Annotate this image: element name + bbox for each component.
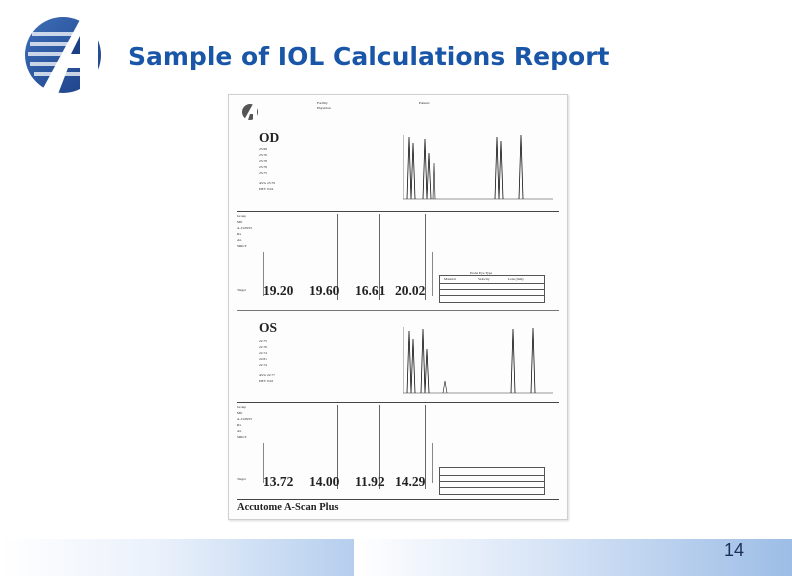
row-label-rx: Rx [237, 232, 242, 236]
row-label-aconst: A-CONST [237, 226, 253, 230]
accutome-logo [22, 14, 104, 96]
od-row-4: 23.78 [259, 165, 267, 169]
od-target-label: Target [237, 288, 246, 292]
os-dev: DEV 0.02 [259, 379, 274, 383]
os-row-label-srkt: SRK/T [237, 435, 247, 439]
os-probe-table [439, 467, 545, 495]
os-avg: AVG 22.77 [259, 373, 275, 377]
page-number: 14 [723, 540, 744, 560]
os-row-4: 22.81 [259, 357, 267, 361]
row-label-mfr: Mfr [237, 220, 243, 224]
od-dev: DEV 0.04 [259, 187, 274, 191]
report-footer-brand: Accutome A-Scan Plus [237, 502, 339, 513]
os-target-3: 11.92 [355, 474, 385, 489]
probe-col-material: Material [444, 277, 456, 281]
os-target-4: 14.29 [395, 474, 426, 489]
os-target-1: 13.72 [263, 474, 294, 489]
od-target-4: 20.02 [395, 283, 426, 298]
od-row-1: 23.98 [259, 147, 267, 151]
physician-label: Physician [317, 106, 331, 110]
od-row-3: 23.78 [259, 159, 267, 163]
os-waveform [403, 325, 553, 397]
os-row-3: 22.74 [259, 351, 267, 355]
od-row-2: 23.76 [259, 153, 267, 157]
os-row-label-al: AL [237, 429, 242, 433]
slide-title: Sample of IOL Calculations Report [128, 42, 610, 71]
patient-label: Patient: [419, 101, 430, 105]
od-waveform [403, 133, 553, 203]
os-target-label: Target [237, 477, 246, 481]
row-label-group: Group [237, 214, 246, 218]
os-target-2: 14.00 [309, 474, 340, 489]
od-target-1: 19.20 [263, 283, 294, 298]
row-label-srkt: SRK/T [237, 244, 247, 248]
row-label-al: AL [237, 238, 242, 242]
os-row-label-rx: Rx [237, 423, 242, 427]
os-row-label-group: Group [237, 405, 246, 409]
facility-label: Facility [317, 101, 328, 105]
os-row-1: 22.75 [259, 339, 267, 343]
od-avg: AVG 23.79 [259, 181, 275, 185]
probe-table-title: Probe Eye Type [470, 271, 493, 275]
probe-col-lens: Lens (mm) [508, 277, 524, 281]
os-row-2: 22.76 [259, 345, 267, 349]
od-probe-table [439, 271, 545, 303]
os-row-label-mfr: Mfr [237, 411, 243, 415]
od-target-3: 16.61 [355, 283, 386, 298]
report-logo-icon [239, 103, 261, 121]
od-eye-label: OD [259, 130, 280, 145]
os-eye-label: OS [259, 320, 278, 335]
od-target-2: 19.60 [309, 283, 340, 298]
iol-report-page [228, 94, 568, 520]
od-row-5: 23.75 [259, 171, 267, 175]
os-row-5: 22.74 [259, 363, 267, 367]
os-row-label-aconst: A-CONST [237, 417, 253, 421]
probe-col-velocity: Velocity [478, 277, 490, 281]
